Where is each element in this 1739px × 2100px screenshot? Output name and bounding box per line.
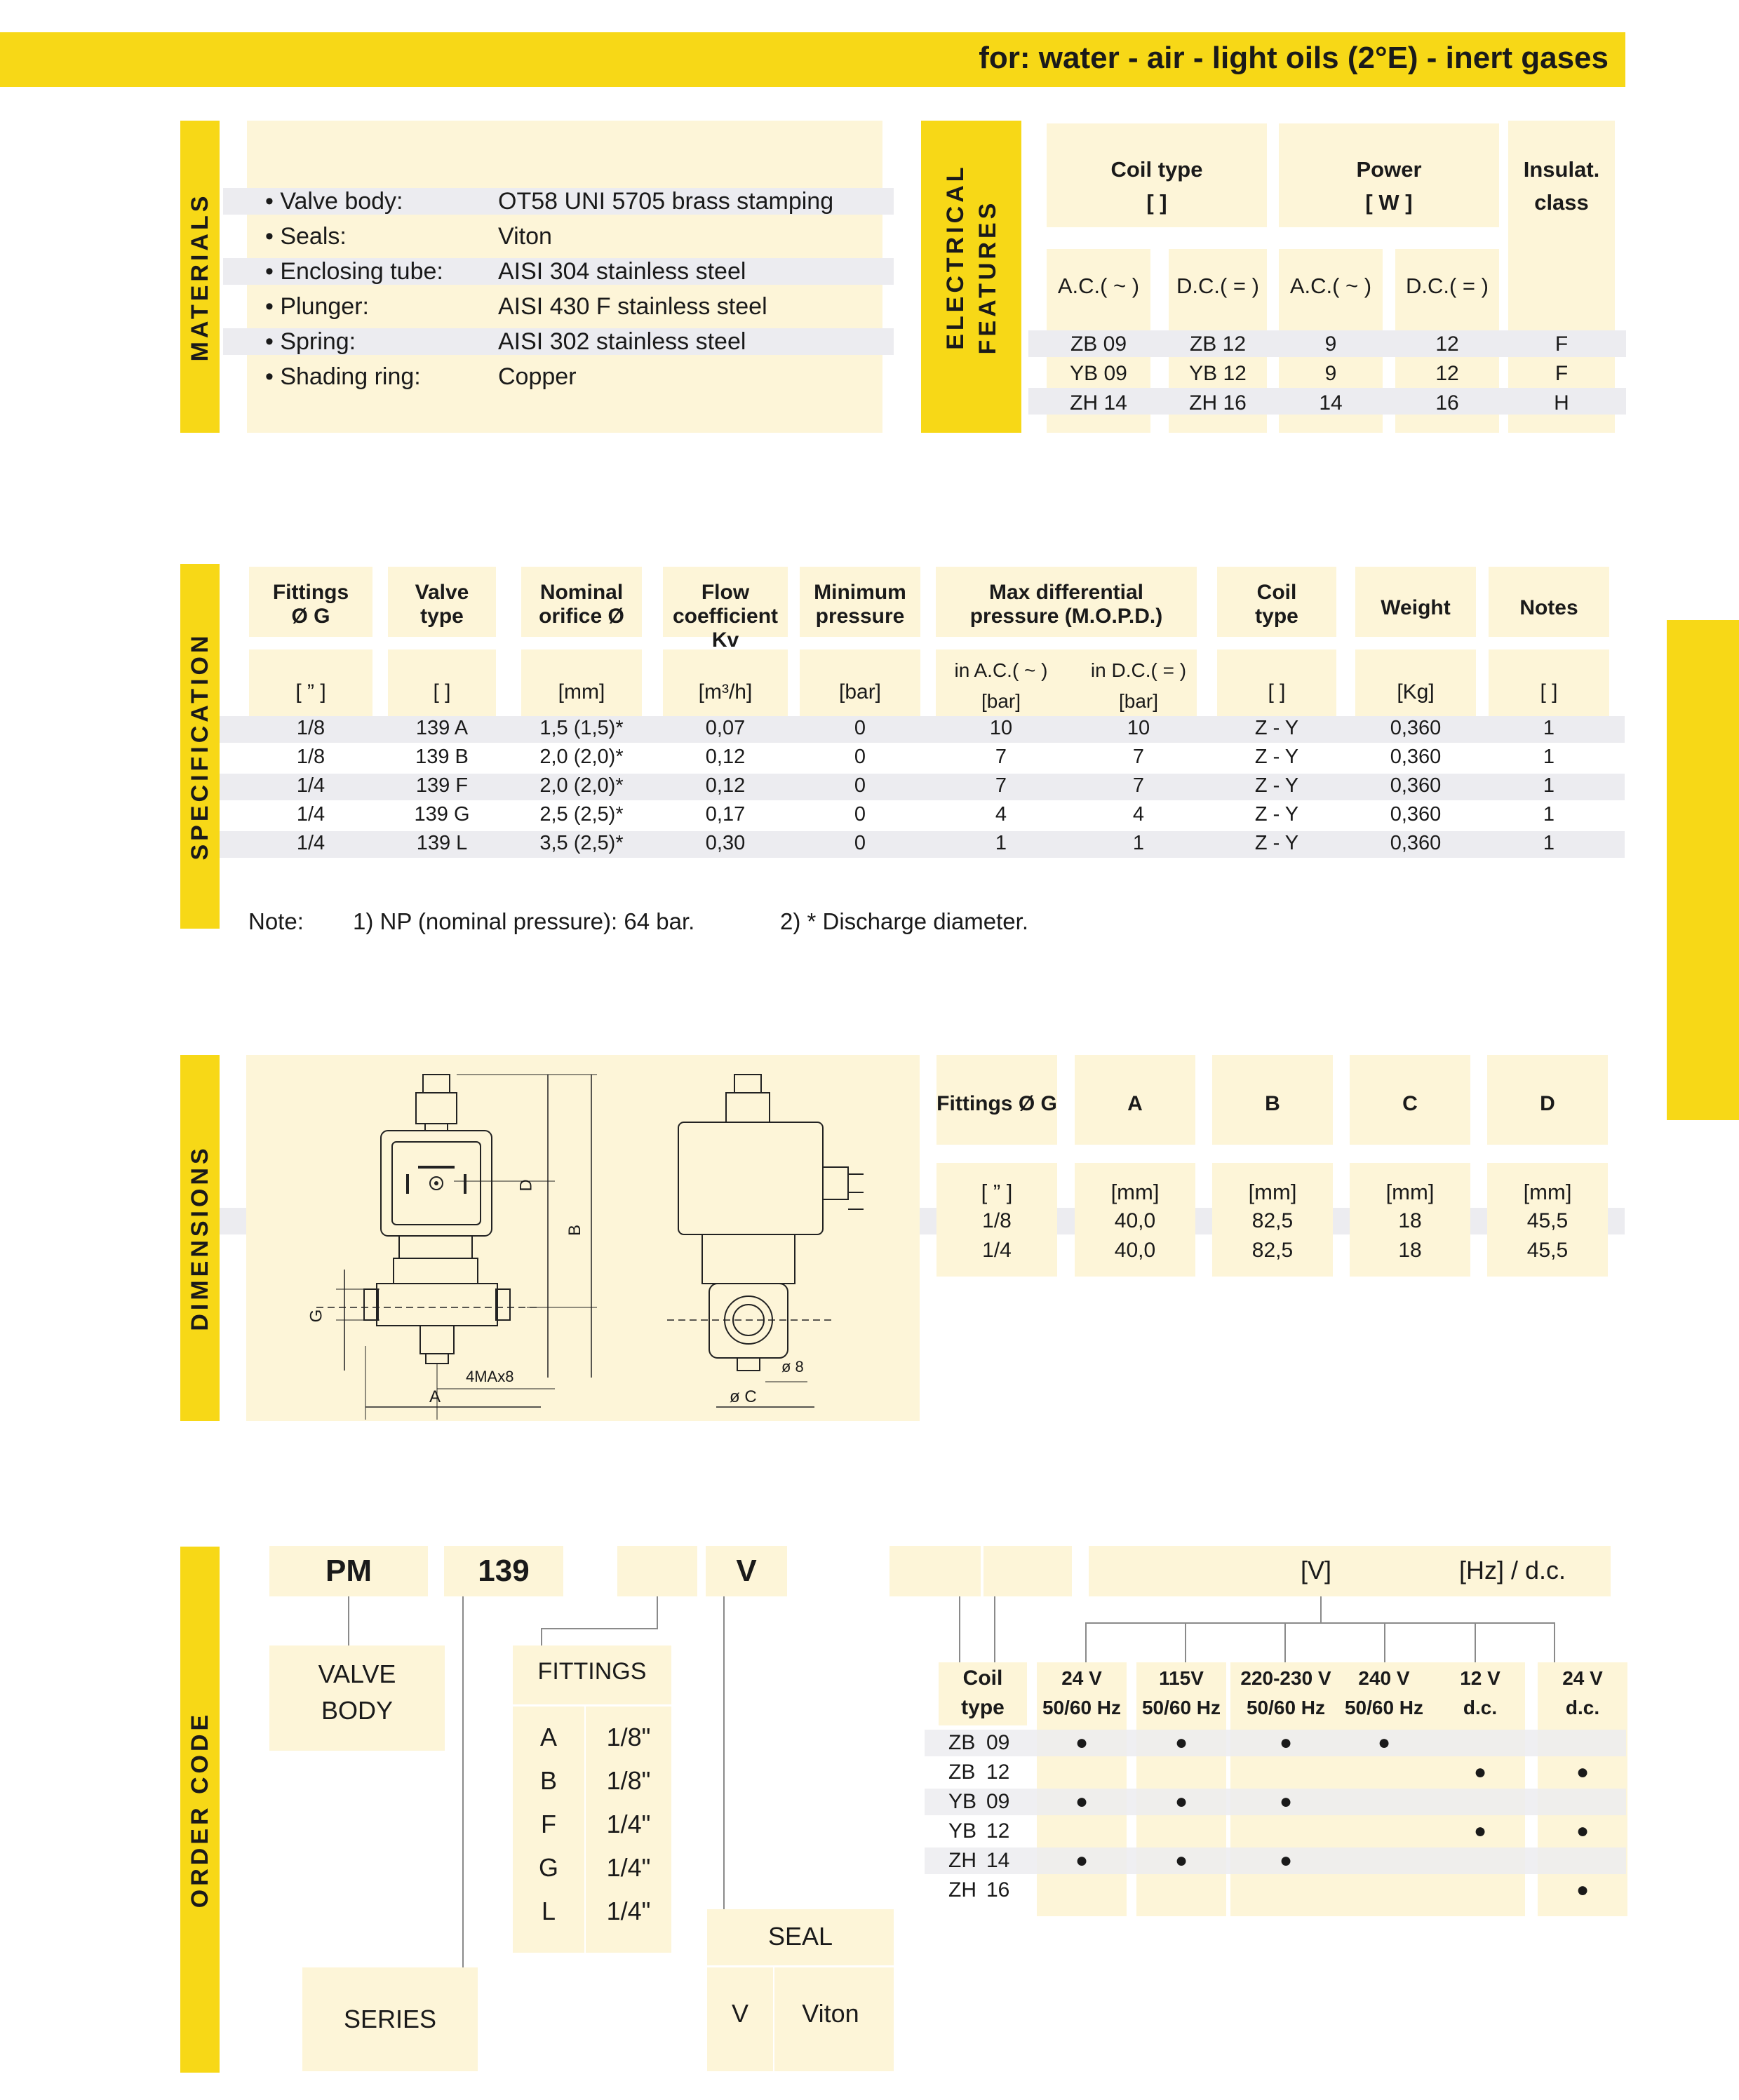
dim-label-thread: 4MAx8 <box>466 1368 514 1385</box>
spec-header-title: Minimum <box>814 581 906 604</box>
spec-header-subtitle: pressure (M.O.P.D.) <box>969 605 1163 628</box>
spec-cell: 2,0 (2,0)* <box>539 774 624 797</box>
availability-dot: ● <box>1279 1790 1293 1813</box>
spec-note-label: Note: <box>248 908 304 934</box>
spec-cell: 1/8 <box>296 717 325 739</box>
dim-label-hole: ø 8 <box>781 1358 804 1375</box>
valve-body-box <box>269 1645 445 1751</box>
dim-label-b: B <box>565 1224 585 1237</box>
material-label: • Seals: <box>265 223 347 250</box>
fitting-size: 1/4" <box>606 1810 651 1838</box>
dim-header: D <box>1540 1092 1555 1115</box>
frequency-header: 50/60 Hz <box>1141 1697 1221 1718</box>
dim-label-c: ø C <box>730 1387 757 1406</box>
fittings-box <box>513 1645 671 1953</box>
fitting-code: B <box>539 1766 557 1795</box>
spec-cell: 1 <box>1543 803 1555 826</box>
material-label: • Spring: <box>265 328 356 355</box>
spec-header-title: Notes <box>1519 596 1578 619</box>
spec-cell: Z - Y <box>1254 746 1299 768</box>
spec-cell: 7 <box>1132 746 1145 768</box>
frequency-header: 50/60 Hz <box>1042 1697 1122 1718</box>
voltage-header: 240 V <box>1358 1667 1410 1689</box>
spec-cell: 0 <box>854 832 866 854</box>
spec-cell: 1 <box>995 832 1007 854</box>
dim-cell: 40,0 <box>1114 1209 1156 1232</box>
spec-unit: [ ] <box>433 680 451 704</box>
order-box-seal: V <box>706 1546 787 1596</box>
spec-header-subtitle: coefficient Kv <box>672 605 779 652</box>
fittings-top-divider <box>513 1704 671 1707</box>
spec-cell: 4 <box>1132 803 1145 826</box>
spec-cell: 2,5 (2,5)* <box>539 803 624 826</box>
coil-num: 09 <box>986 1731 1010 1754</box>
spec-cell: 1,5 (1,5)* <box>539 717 624 739</box>
insulat-class: class <box>1534 190 1589 215</box>
spec-cell: 10 <box>989 717 1013 739</box>
availability-dot: ● <box>1473 1819 1487 1843</box>
spec-cell: Z - Y <box>1254 774 1299 797</box>
spec-unit: [m³/h] <box>698 680 753 704</box>
order-box-pm: PM <box>269 1546 428 1596</box>
order-box-coil-code <box>889 1546 981 1596</box>
dim-label-a: A <box>429 1387 441 1406</box>
spec-cell: 0,12 <box>705 746 746 768</box>
order-box-fitting <box>617 1546 697 1596</box>
frequency-header: d.c. <box>1463 1697 1498 1718</box>
material-label: • Enclosing tube: <box>265 258 443 285</box>
spec-header-title: Fittings <box>272 581 349 604</box>
spec-cell: 139 F <box>415 774 469 797</box>
dim-cell: 40,0 <box>1114 1239 1156 1262</box>
material-value: Copper <box>498 363 577 390</box>
electrical-cell: ZB 09 <box>1070 332 1127 356</box>
electrical-cell: F <box>1555 362 1569 385</box>
coil-code: YB <box>948 1819 977 1843</box>
seal-material: Viton <box>802 1999 859 2028</box>
availability-dot: ● <box>1377 1731 1391 1754</box>
spec-cell: Z - Y <box>1254 803 1299 826</box>
dim-cell: 82,5 <box>1251 1209 1294 1232</box>
spec-cell: 0,360 <box>1390 832 1442 854</box>
spec-cell: 0,12 <box>705 774 746 797</box>
power-header: Power <box>1356 157 1422 182</box>
seal-title: SEAL <box>767 1922 833 1951</box>
spec-cell: 1 <box>1543 832 1555 854</box>
spec-cell: 139 B <box>415 746 469 768</box>
dim-unit: [mm] <box>1110 1180 1160 1204</box>
spec-cell: 1/4 <box>296 832 325 854</box>
fitting-code: F <box>541 1810 556 1838</box>
header-title: for: water - air - light oils (2°E) - inert gases <box>979 41 1609 75</box>
spec-cell: 0 <box>854 717 866 739</box>
frequency-header: 50/60 Hz <box>1246 1697 1326 1718</box>
spec-header-subtitle: type <box>1255 605 1298 628</box>
spec-cell: 1/8 <box>296 746 325 768</box>
availability-dot: ● <box>1576 1761 1590 1784</box>
dim-unit: [ ” ] <box>981 1180 1013 1204</box>
voltage-header: 220-230 V <box>1240 1667 1331 1689</box>
spec-header-subtitle: Ø G <box>291 605 330 628</box>
dim-cell: 18 <box>1398 1239 1422 1262</box>
dim-cell: 1/8 <box>982 1209 1012 1232</box>
power-dc-header: D.C.( = ) <box>1406 274 1489 298</box>
spec-cell: 0,360 <box>1390 803 1442 826</box>
spec-cell: 2,0 (2,0)* <box>539 746 624 768</box>
spec-cell: 139 G <box>414 803 470 826</box>
order-box-coil-num <box>983 1546 1072 1596</box>
coil-code: YB <box>948 1790 977 1813</box>
coil-code: ZB <box>948 1731 976 1754</box>
dim-header: B <box>1265 1092 1280 1115</box>
specification-section-label: SPECIFICATION <box>187 632 213 861</box>
electrical-cell: F <box>1555 332 1569 356</box>
dim-cell: 18 <box>1398 1209 1422 1232</box>
material-value: AISI 304 stainless steel <box>498 258 746 285</box>
spec-header-title: Flow <box>701 581 750 604</box>
electrical-cell: ZB 12 <box>1189 332 1247 356</box>
material-value: Viton <box>498 223 552 250</box>
fitting-size: 1/4" <box>606 1853 651 1882</box>
voltage-header: 12 V <box>1460 1667 1500 1689</box>
spec-unit: [Kg] <box>1397 680 1435 704</box>
spec-header-title: Max differential <box>988 581 1144 604</box>
frequency-header: 50/60 Hz <box>1344 1697 1424 1718</box>
dim-cell: 82,5 <box>1251 1239 1294 1262</box>
dim-header: Fittings Ø G <box>936 1092 1057 1115</box>
dim-cell: 45,5 <box>1526 1209 1569 1232</box>
material-value: OT58 UNI 5705 brass stamping <box>498 188 834 215</box>
spec-cell: 0,360 <box>1390 717 1442 739</box>
dim-label-g: G <box>307 1309 326 1323</box>
seal-code: V <box>731 1999 748 2028</box>
order-code-section-label: ORDER CODE <box>187 1711 213 1909</box>
spec-cell: 0 <box>854 774 866 797</box>
availability-dot: ● <box>1473 1761 1487 1784</box>
spec-cell: 1/4 <box>296 774 325 797</box>
spec-cell: 1 <box>1543 774 1555 797</box>
coil-type-header: Coil type <box>1110 157 1203 182</box>
fitting-code: G <box>538 1853 558 1882</box>
coil-num: 09 <box>986 1790 1010 1813</box>
spec-cell: 4 <box>995 803 1007 826</box>
dim-unit: [mm] <box>1248 1180 1297 1204</box>
spec-cell: 0 <box>854 746 866 768</box>
mopd-ac-unit: [bar] <box>981 690 1021 712</box>
coil-num: 12 <box>986 1819 1010 1843</box>
spec-cell: 139 A <box>415 717 469 739</box>
spec-cell: 1 <box>1543 746 1555 768</box>
electrical-cell: YB 12 <box>1189 362 1247 385</box>
seal-box <box>707 1909 894 2071</box>
voltage-header: 24 V <box>1562 1667 1603 1689</box>
coil-header-line2: type <box>961 1696 1005 1719</box>
availability-dot: ● <box>1174 1790 1188 1813</box>
mopd-dc-unit: [bar] <box>1118 690 1159 712</box>
power-unit: [ W ] <box>1365 190 1413 215</box>
fitting-size: 1/4" <box>606 1897 651 1925</box>
spec-cell: 0 <box>854 803 866 826</box>
dim-unit: [mm] <box>1523 1180 1572 1204</box>
spec-cell: 139 L <box>416 832 468 854</box>
spec-header-title: Coil <box>1256 581 1297 604</box>
order-voltage-label: [V] <box>1301 1556 1332 1584</box>
availability-dot: ● <box>1279 1849 1293 1872</box>
spec-cell: 3,5 (2,5)* <box>539 832 624 854</box>
dim-label-d: D <box>516 1179 536 1192</box>
voltage-header: 115V <box>1159 1667 1204 1689</box>
spec-cell: Z - Y <box>1254 717 1299 739</box>
spec-cell: 0,30 <box>705 832 746 854</box>
fitting-code: L <box>541 1897 556 1925</box>
material-label: • Valve body: <box>265 188 403 215</box>
material-label: • Plunger: <box>265 293 369 320</box>
spec-cell: Z - Y <box>1254 832 1299 854</box>
order-box-voltage <box>1089 1546 1611 1596</box>
fitting-code: A <box>539 1723 557 1751</box>
spec-cell: 10 <box>1127 717 1150 739</box>
availability-dot: ● <box>1174 1849 1188 1872</box>
spec-note-2: 2) * Discharge diameter. <box>780 908 1028 934</box>
availability-dot: ● <box>1075 1790 1089 1813</box>
spec-cell: 7 <box>995 746 1007 768</box>
spec-header-title: Weight <box>1381 596 1451 619</box>
coil-type-unit: [ ] <box>1146 190 1167 215</box>
order-box-139: 139 <box>444 1546 563 1596</box>
electrical-cell: 12 <box>1435 362 1459 385</box>
spec-unit: [ ] <box>1540 680 1558 704</box>
fitting-size: 1/8" <box>606 1766 651 1795</box>
valve-body-line2: BODY <box>321 1696 394 1725</box>
fittings-title: FITTINGS <box>537 1658 647 1685</box>
spec-header-subtitle: type <box>420 605 464 628</box>
availability-dot: ● <box>1279 1731 1293 1754</box>
dimensions-section-label: DIMENSIONS <box>187 1145 213 1331</box>
coil-num: 16 <box>986 1878 1010 1902</box>
material-value: AISI 430 F stainless steel <box>498 293 767 320</box>
coil-ac-header: A.C.( ~ ) <box>1057 274 1140 298</box>
spec-cell: 0,360 <box>1390 746 1442 768</box>
mopd-dc-label: in D.C.( = ) <box>1090 659 1187 681</box>
mopd-ac-label: in A.C.( ~ ) <box>954 659 1048 681</box>
power-ac-header: A.C.( ~ ) <box>1289 274 1372 298</box>
spec-unit: [bar] <box>838 680 882 704</box>
spec-unit: [ ” ] <box>295 680 326 704</box>
spec-unit: [mm] <box>558 680 605 704</box>
seal-top-divider <box>707 1965 894 1967</box>
electrical-label-text: ELECTRICAL FEATURES <box>941 163 1001 354</box>
spec-note-1: 1) NP (nominal pressure): 64 bar. <box>353 908 695 934</box>
coil-header-line1: Coil <box>962 1667 1003 1690</box>
voltage-header: 24 V <box>1061 1667 1102 1689</box>
valve-body-line1: VALVE <box>318 1660 396 1688</box>
spec-header-subtitle: orifice Ø <box>539 605 624 628</box>
electrical-cell: 14 <box>1319 391 1343 415</box>
spec-cell: 7 <box>1132 774 1145 797</box>
coil-num: 12 <box>986 1761 1010 1784</box>
dim-header: A <box>1127 1092 1143 1115</box>
availability-dot: ● <box>1576 1819 1590 1843</box>
spec-cell: 7 <box>995 774 1007 797</box>
electrical-cell: 12 <box>1435 332 1459 356</box>
coil-code: ZH <box>948 1878 976 1902</box>
fitting-size: 1/8" <box>606 1723 651 1751</box>
frequency-header: d.c. <box>1565 1697 1600 1718</box>
electrical-cell: ZH 14 <box>1070 391 1127 415</box>
electrical-cell: ZH 16 <box>1189 391 1247 415</box>
coil-code: ZH <box>948 1849 976 1872</box>
spec-cell: 0,17 <box>705 803 746 826</box>
coil-code: ZB <box>948 1761 976 1784</box>
order-hz-label: [Hz] / d.c. <box>1459 1556 1566 1584</box>
insulat-header: Insulat. <box>1523 157 1600 182</box>
spec-cell: 1 <box>1132 832 1145 854</box>
availability-dot: ● <box>1576 1878 1590 1902</box>
spec-header-subtitle: pressure <box>815 605 905 628</box>
coil-num: 14 <box>986 1849 1010 1872</box>
electrical-cell: 16 <box>1435 391 1459 415</box>
dim-cell: 45,5 <box>1526 1239 1569 1262</box>
spec-header-title: Valve <box>415 581 469 604</box>
dim-header: C <box>1402 1092 1418 1115</box>
series-box: SERIES <box>302 1967 478 2071</box>
spec-cell: 0,360 <box>1390 774 1442 797</box>
spec-header-title: Nominal <box>539 581 624 604</box>
electrical-cell: 9 <box>1324 332 1337 356</box>
spec-cell: 1 <box>1543 717 1555 739</box>
spec-unit: [ ] <box>1268 680 1286 704</box>
availability-dot: ● <box>1174 1731 1188 1754</box>
spec-cell: 1/4 <box>296 803 325 826</box>
material-label: • Shading ring: <box>265 363 421 390</box>
coil-dc-header: D.C.( = ) <box>1176 274 1259 298</box>
spec-cell: 0,07 <box>705 717 746 739</box>
availability-dot: ● <box>1075 1849 1089 1872</box>
availability-dot: ● <box>1075 1731 1089 1754</box>
electrical-cell: YB 09 <box>1070 362 1127 385</box>
dim-cell: 1/4 <box>982 1239 1012 1262</box>
materials-section-label: MATERIALS <box>187 192 213 361</box>
electrical-cell: H <box>1554 391 1569 415</box>
dim-unit: [mm] <box>1385 1180 1435 1204</box>
electrical-cell: 9 <box>1324 362 1337 385</box>
material-value: AISI 302 stainless steel <box>498 328 746 355</box>
